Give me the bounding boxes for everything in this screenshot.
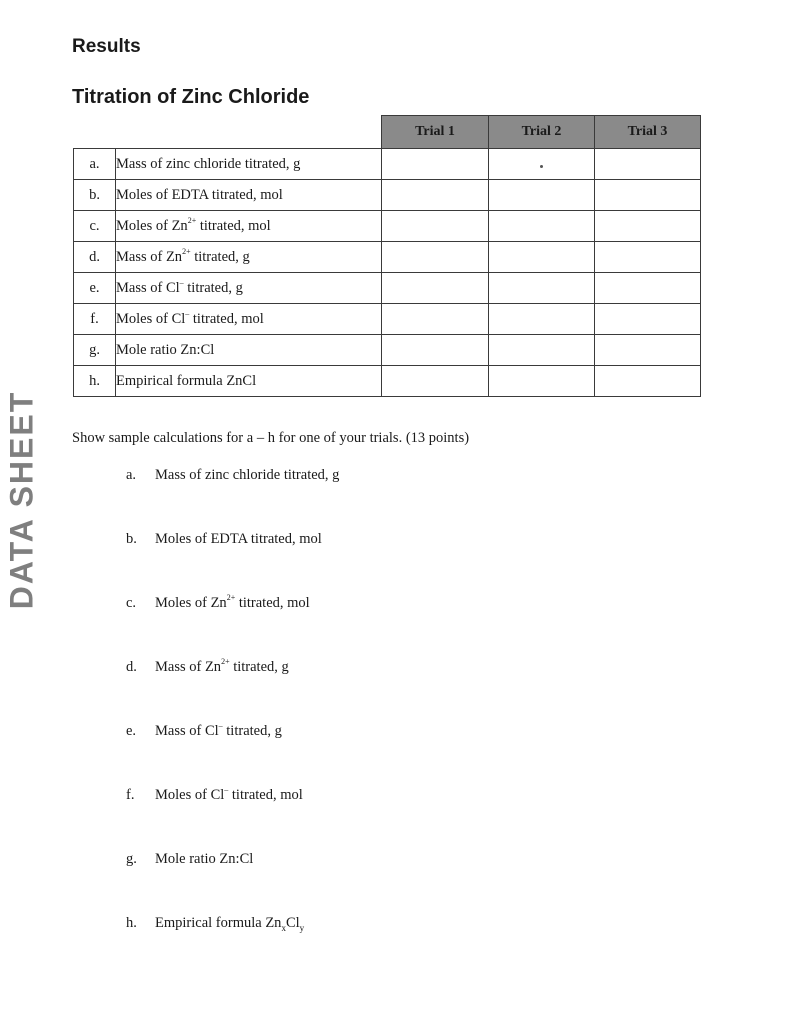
label-text: Cl [285, 915, 300, 931]
label-text: Moles of Cl [155, 787, 225, 803]
column-header-trial-2: Trial 2 [489, 116, 595, 149]
table-row [74, 304, 701, 335]
label-text: Mass of Zn [155, 659, 222, 675]
cell-trial-3[interactable] [595, 242, 701, 273]
cell-trial-2[interactable] [489, 211, 595, 242]
list-item [126, 851, 339, 915]
calculation-list [126, 467, 339, 979]
row-letter: h. [74, 366, 116, 397]
cell-trial-3[interactable] [595, 273, 701, 304]
cell-trial-2[interactable] [489, 304, 595, 335]
table-row [74, 149, 701, 180]
label-text: titrated, g [190, 248, 250, 265]
calc-letter: e. [126, 723, 137, 739]
row-label [116, 242, 382, 273]
row-label: Moles of EDTA titrated, mol [116, 180, 382, 211]
column-header-trial-1: Trial 1 [382, 116, 489, 149]
label-text: Mass of Cl [155, 723, 219, 739]
row-letter: e. [74, 273, 116, 304]
list-item [126, 915, 339, 979]
cell-trial-2[interactable] [489, 366, 595, 397]
cell-trial-1[interactable] [382, 366, 489, 397]
row-label: Empirical formula ZnCl [116, 366, 382, 397]
subscript-y: y [299, 922, 305, 933]
charge-superscript: 2+ [182, 246, 191, 256]
list-item [126, 723, 339, 787]
cell-trial-1[interactable] [382, 273, 489, 304]
calc-letter: b. [126, 531, 137, 547]
cell-trial-1[interactable] [382, 211, 489, 242]
cell-trial-3[interactable] [595, 180, 701, 211]
table-row [74, 180, 701, 211]
table-header-blank [74, 116, 382, 149]
table-row [74, 273, 701, 304]
table-row [74, 335, 701, 366]
instructions-text: Show sample calculations for a – h for one of your trials. (13 points) [72, 430, 470, 446]
cell-trial-3[interactable] [595, 149, 701, 180]
table-row [74, 366, 701, 397]
row-letter: b. [74, 180, 116, 211]
cell-trial-3[interactable] [595, 304, 701, 335]
label-text: titrated, mol [235, 595, 310, 611]
calc-label: Mass of zinc chloride titrated, g [155, 467, 340, 483]
list-item [126, 467, 339, 531]
data-sheet-side-tab: DATA SHEET [3, 390, 40, 610]
charge-superscript: – [224, 785, 229, 795]
section-title: Titration of Zinc Chloride [72, 86, 310, 108]
row-label: Mass of zinc chloride titrated, g [116, 149, 382, 180]
cell-trial-1[interactable] [382, 304, 489, 335]
calc-label [155, 723, 282, 740]
cell-trial-3[interactable] [595, 366, 701, 397]
cell-trial-2[interactable] [489, 149, 595, 180]
label-text: titrated, mol [196, 217, 271, 234]
cell-trial-2[interactable] [489, 242, 595, 273]
cell-trial-1[interactable] [382, 242, 489, 273]
charge-superscript: – [179, 277, 184, 287]
label-text: Mass of Zn [116, 248, 183, 265]
charge-superscript: 2+ [221, 657, 230, 667]
row-label [116, 211, 382, 242]
list-item [126, 787, 339, 851]
label-text: titrated, g [229, 659, 289, 675]
calc-letter: h. [126, 915, 137, 931]
label-text: Mass of Cl [116, 279, 180, 296]
row-letter: f. [74, 304, 116, 335]
calc-letter: f. [126, 787, 135, 803]
calc-letter: d. [126, 659, 137, 675]
calc-letter: c. [126, 595, 137, 611]
column-header-trial-3: Trial 3 [595, 116, 701, 149]
calc-label [155, 659, 289, 676]
label-text: titrated, mol [228, 787, 303, 803]
cell-trial-1[interactable] [382, 335, 489, 366]
cell-trial-1[interactable] [382, 149, 489, 180]
table-header-row [74, 116, 701, 149]
calc-label: Mole ratio Zn:Cl [155, 851, 254, 867]
subscript-x: x [281, 922, 286, 933]
label-text: Moles of Zn [116, 217, 188, 234]
stray-dot-mark [540, 165, 543, 168]
charge-superscript: – [185, 308, 190, 318]
label-text: Empirical formula Zn [155, 915, 282, 931]
calc-label [155, 915, 304, 932]
charge-superscript: 2+ [226, 593, 236, 603]
results-table [73, 115, 701, 397]
table-row [74, 211, 701, 242]
calc-label [155, 595, 310, 612]
list-item [126, 595, 339, 659]
cell-trial-3[interactable] [595, 211, 701, 242]
row-letter: d. [74, 242, 116, 273]
cell-trial-1[interactable] [382, 180, 489, 211]
label-text: titrated, mol [189, 310, 264, 327]
list-item [126, 659, 339, 723]
row-label: Mole ratio Zn:Cl [116, 335, 382, 366]
list-item [126, 531, 339, 595]
label-text: titrated, g [183, 279, 243, 296]
calc-letter: g. [126, 851, 137, 867]
results-heading: Results [72, 36, 141, 57]
label-text: titrated, g [222, 723, 282, 739]
cell-trial-2[interactable] [489, 335, 595, 366]
label-text: Moles of Zn [155, 595, 227, 611]
table-row [74, 242, 701, 273]
row-letter: a. [74, 149, 116, 180]
charge-superscript: 2+ [187, 215, 197, 225]
cell-trial-2[interactable] [489, 180, 595, 211]
row-label [116, 273, 382, 304]
calc-label [155, 787, 303, 804]
calc-label: Moles of EDTA titrated, mol [155, 531, 322, 547]
row-letter: c. [74, 211, 116, 242]
calc-letter: a. [126, 467, 137, 483]
row-label [116, 304, 382, 335]
cell-trial-3[interactable] [595, 335, 701, 366]
row-letter: g. [74, 335, 116, 366]
charge-superscript: – [218, 721, 223, 731]
cell-trial-2[interactable] [489, 273, 595, 304]
label-text: Moles of Cl [116, 310, 186, 327]
